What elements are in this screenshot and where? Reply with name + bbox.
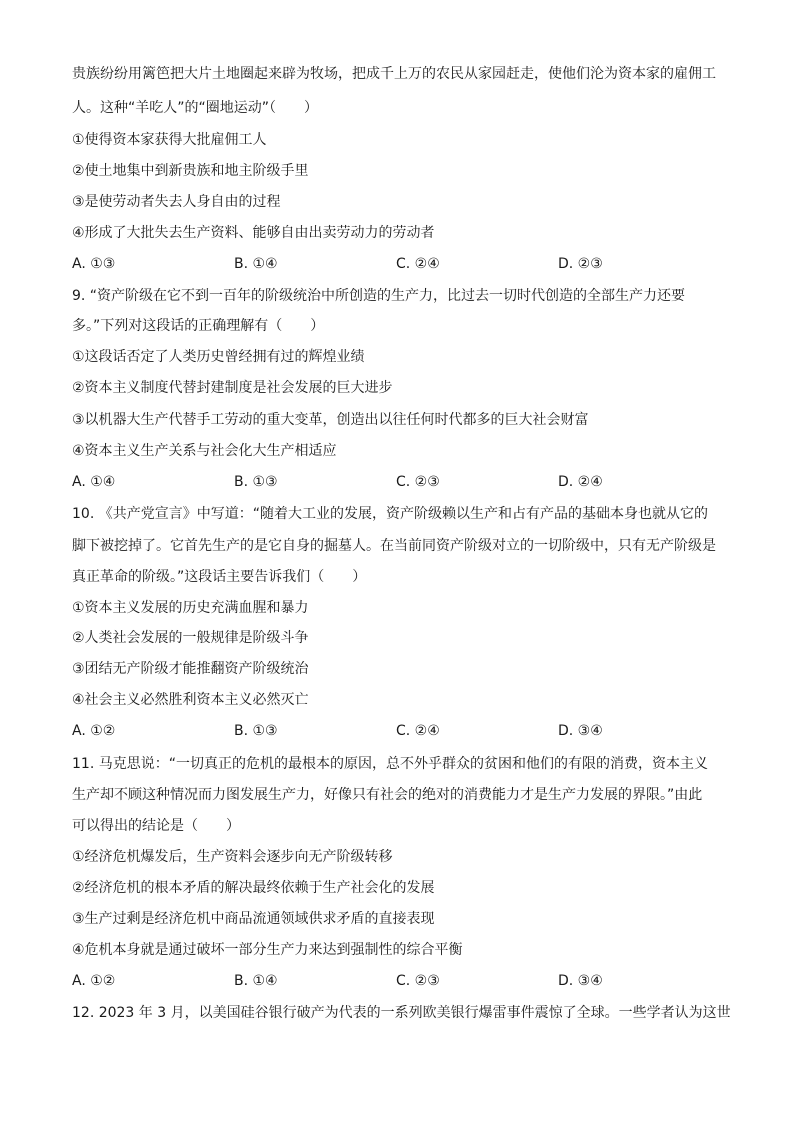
question-10-stem-line-1: 10. 《共产党宣言》中写道：“随着大工业的发展，资产阶级赖以生产和占有产品的基础本身也就从它的 [72, 506, 708, 522]
question-9-options [72, 472, 732, 492]
option-b[interactable]: B. ①③ [234, 474, 278, 490]
question-11-stem-line-2: 生产却不顾这种情况而力图发展生产力，好像只有社会的绝对的消费能力才是生产力发展的界限。”由此 [72, 787, 703, 803]
question-11-item-4: ④危机本身就是通过破坏一部分生产力来达到强制性的综合平衡 [72, 942, 463, 958]
option-a[interactable]: A. ①② [72, 973, 116, 989]
option-b[interactable]: B. ①④ [234, 973, 278, 989]
option-d[interactable]: D. ③④ [558, 973, 603, 989]
question-10-item-2: ②人类社会发展的一般规律是阶级斗争 [72, 630, 309, 646]
question-9-stem-line-1: 9. “资产阶级在它不到一百年的阶级统治中所创造的生产力，比过去一切时代创造的全部生产力还要 [72, 288, 686, 304]
question-10-stem-line-2: 脚下被挖掉了。它首先生产的是它自身的掘墓人。在当前同资产阶级对立的一切阶级中，只有无产阶级是 [72, 538, 716, 554]
question-9-item-4: ④资本主义生产关系与社会化大生产相适应 [72, 443, 337, 459]
question-8-options [72, 254, 732, 274]
question-11-stem-line-3: 可以得出的结论是（ ） [72, 818, 240, 834]
question-8-item-4: ④形成了大批失去生产资料、能够自由出卖劳动力的劳动者 [72, 225, 435, 241]
question-10-item-3: ③团结无产阶级才能推翻资产阶级统治 [72, 661, 309, 677]
option-c[interactable]: C. ②④ [396, 256, 440, 272]
option-a[interactable]: A. ①② [72, 723, 116, 739]
question-11-item-2: ②经济危机的根本矛盾的解决最终依赖于生产社会化的发展 [72, 880, 435, 896]
question-11-item-1: ①经济危机爆发后，生产资料会逐步向无产阶级转移 [72, 849, 393, 865]
option-a[interactable]: A. ①③ [72, 256, 116, 272]
question-10-stem-line-3: 真正革命的阶级。”这段话主要告诉我们（ ） [72, 569, 367, 585]
option-c[interactable]: C. ②③ [396, 474, 440, 490]
option-d[interactable]: D. ②④ [558, 474, 603, 490]
option-c[interactable]: C. ②③ [396, 973, 440, 989]
question-9-item-3: ③以机器大生产代替手工劳动的重大变革，创造出以往任何时代都多的巨大社会财富 [72, 412, 589, 428]
option-b[interactable]: B. ①③ [234, 723, 278, 739]
question-9-item-2: ②资本主义制度代替封建制度是社会发展的巨大进步 [72, 380, 393, 396]
question-8-stem-line-2: 人。这种“羊吃人”的“圈地运动”（ ） [72, 100, 319, 116]
question-12-stem-line-1: 12. 2023 年 3 月，以美国硅谷银行破产为代表的一系列欧美银行爆雷事件震惊了全球。一些学者认为这世 [72, 1005, 731, 1021]
option-b[interactable]: B. ①④ [234, 256, 278, 272]
option-d[interactable]: D. ②③ [558, 256, 603, 272]
option-d[interactable]: D. ③④ [558, 723, 603, 739]
question-10-item-1: ①资本主义发展的历史充满血腥和暴力 [72, 600, 309, 616]
question-9-stem-line-2: 多。”下列对这段话的正确理解有（ ） [72, 318, 325, 334]
question-10-options [72, 721, 732, 741]
question-11-item-3: ③生产过剩是经济危机中商品流通领域供求矛盾的直接表现 [72, 911, 435, 927]
question-8-item-3: ③是使劳动者失去人身自由的过程 [72, 194, 281, 210]
question-8-stem-line-1: 贵族纷纷用篱笆把大片土地圈起来辟为牧场，把成千上万的农民从家园赶走，使他们沦为资本家的雇佣工 [72, 66, 716, 82]
question-9-item-1: ①这段话否定了人类历史曾经拥有过的辉煌业绩 [72, 349, 365, 365]
option-c[interactable]: C. ②④ [396, 723, 440, 739]
option-a[interactable]: A. ①④ [72, 474, 116, 490]
question-10-item-4: ④社会主义必然胜利资本主义必然灭亡 [72, 692, 309, 708]
question-8-item-1: ①使得资本家获得大批雇佣工人 [72, 132, 267, 148]
question-11-stem-line-1: 11. 马克思说：“一切真正的危机的最根本的原因，总不外乎群众的贫困和他们的有限的消费，资本主义 [72, 756, 708, 772]
question-8-item-2: ②使土地集中到新贵族和地主阶级手里 [72, 163, 309, 179]
question-11-options [72, 971, 732, 991]
